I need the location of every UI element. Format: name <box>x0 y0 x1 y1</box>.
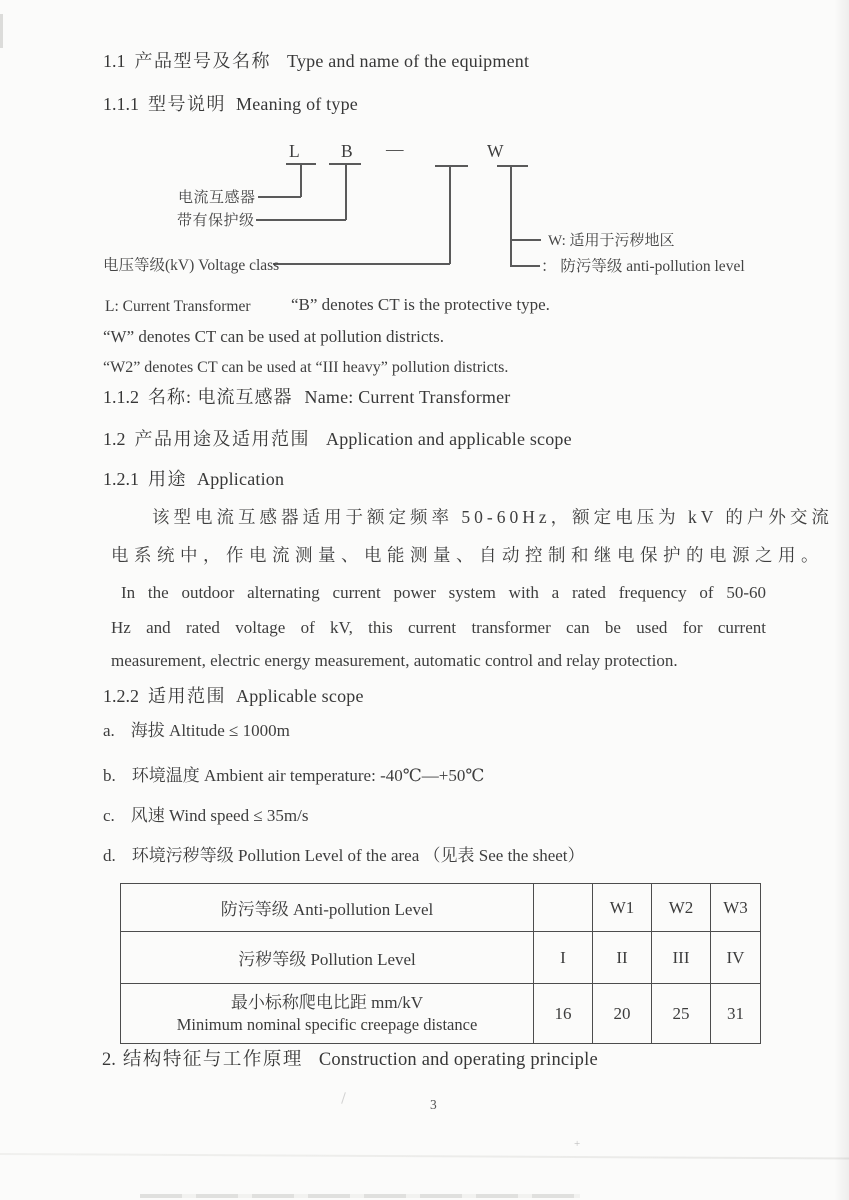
application-en-line1: In the outdoor alternating current power system with a rated frequency of 50-60 <box>121 583 766 602</box>
scope-item-c <box>103 805 308 827</box>
row-label: 污秽等级 Pollution Level <box>121 932 534 984</box>
application-zh-line2: 电系统中，作电流测量、电能测量、自动控制和继电保护的电源之用。 <box>111 545 824 565</box>
item-text: 环境温度 Ambient air temperature: -40℃—+50℃ <box>131 766 485 785</box>
label-anti-pollution: ： 防污等级 anti-pollution level <box>541 258 745 275</box>
heading-number: 1.2 <box>103 429 126 449</box>
heading-english: Applicable scope <box>236 686 364 706</box>
heading-english: Type and name of the equipment <box>287 51 530 71</box>
heading-number: 2. <box>102 1050 116 1070</box>
label-voltage-class: 电压等级(kV) Voltage class <box>103 257 280 274</box>
cell: 16 <box>534 984 593 1044</box>
heading-1-2 <box>103 426 572 452</box>
label-protective-level: 带有保护级 <box>177 213 255 229</box>
item-letter: b. <box>103 766 116 785</box>
cell: II <box>593 932 652 984</box>
heading-number: 1.1 <box>103 51 126 71</box>
scan-smudge-mark <box>341 1092 346 1104</box>
item-letter: a. <box>103 721 115 740</box>
leader-w-vertical <box>510 165 512 267</box>
leader-w-pollution <box>511 239 541 241</box>
heading-number: 1.2.1 <box>103 469 139 489</box>
cell: W2 <box>652 884 711 932</box>
leader-l-vertical <box>300 163 302 197</box>
leader-voltage-class <box>273 263 450 265</box>
row-label <box>121 984 534 1044</box>
cell: W1 <box>593 884 652 932</box>
heading-chinese: 产品用途及适用范围 <box>134 429 310 449</box>
row-label: 防污等级 Anti-pollution Level <box>121 884 534 932</box>
table-row-pollution-level <box>121 932 761 984</box>
cell: 20 <box>593 984 652 1044</box>
note-w2-denotes: “W2” denotes CT can be used at “III heavy” pollution districts. <box>103 359 509 376</box>
diagram-dash: — <box>386 139 404 159</box>
heading-english: Application and applicable scope <box>326 429 572 449</box>
item-text: 风速 Wind speed ≤ 35m/s <box>130 806 309 825</box>
heading-number: 1.2.2 <box>103 686 139 706</box>
scope-item-b <box>103 765 484 787</box>
heading-chinese: 用途 <box>148 469 187 489</box>
scan-bottom-band <box>140 1194 580 1198</box>
leader-b-vertical <box>345 163 347 220</box>
heading-1-1-2 <box>103 384 510 410</box>
note-b-denotes: “B” denotes CT is the protective type. <box>291 295 550 314</box>
page-number: 3 <box>430 1097 437 1112</box>
cell: 25 <box>652 984 711 1044</box>
heading-chinese: 结构特征与工作原理 <box>122 1050 303 1070</box>
application-zh-line1: 该型电流互感器适用于额定频率 50-60Hz，额定电压为 kV 的户外交流 <box>152 507 833 527</box>
leader-protective-level <box>256 219 346 221</box>
heading-english: Meaning of type <box>236 94 358 114</box>
application-en-line2: Hz and rated voltage of kV, this current transformer can be used for current <box>111 618 766 637</box>
scope-item-d <box>103 845 585 867</box>
pollution-level-table <box>120 883 761 1044</box>
cell: I <box>534 932 593 984</box>
scan-plus-mark: + <box>574 1138 581 1150</box>
table-row-anti-pollution <box>121 884 761 932</box>
heading-chinese: 名称: 电流互感器 <box>148 387 293 407</box>
row-label-english: Minimum nominal specific creepage distance <box>176 1014 478 1034</box>
cell: 31 <box>711 984 761 1044</box>
heading-1-2-2 <box>103 683 364 709</box>
cell: III <box>652 932 711 984</box>
heading-2 <box>102 1047 598 1073</box>
scope-item-a <box>103 720 290 742</box>
scan-page-edge-line <box>0 1153 849 1159</box>
underline-w <box>497 165 528 167</box>
note-l-current-transformer: L: Current Transformer <box>105 298 251 315</box>
diagram-letter-b: B <box>341 141 353 161</box>
heading-english: Application <box>197 469 285 489</box>
heading-chinese: 产品型号及名称 <box>134 51 271 71</box>
row-label-chinese: 最小标称爬电比距 mm/kV <box>230 992 424 1012</box>
item-letter: c. <box>103 806 115 825</box>
note-w-denotes: “W” denotes CT can be used at pollution districts. <box>103 327 445 346</box>
heading-1-2-1 <box>103 466 284 492</box>
application-en-line3: measurement, electric energy measurement, automatic control and relay protection. <box>111 651 678 670</box>
label-current-transformer: 电流互感器 <box>178 190 256 206</box>
item-letter: d. <box>103 846 116 865</box>
item-text: 海拔 Altitude ≤ 1000m <box>130 721 290 740</box>
heading-number: 1.1.2 <box>103 387 139 407</box>
diagram-letter-w: W <box>487 141 504 161</box>
underline-voltage-blank <box>435 165 468 167</box>
heading-chinese: 适用范围 <box>148 686 226 706</box>
item-text: 环境污秽等级 Pollution Level of the area （见表 See the sheet） <box>131 846 585 865</box>
leader-current-transformer <box>258 196 301 198</box>
cell: W3 <box>711 884 761 932</box>
leader-voltage-vertical <box>449 165 451 264</box>
label-w-pollution: W: 适用于污秽地区 <box>548 233 675 249</box>
diagram-letter-l: L <box>289 141 300 161</box>
table-row-creepage-distance <box>121 984 761 1044</box>
heading-chinese: 型号说明 <box>148 94 226 114</box>
leader-anti-pollution <box>511 265 540 267</box>
type-designation-diagram <box>0 0 849 290</box>
heading-number: 1.1.1 <box>103 94 139 114</box>
heading-english: Construction and operating principle <box>318 1050 598 1070</box>
cell <box>534 884 593 932</box>
cell: IV <box>711 932 761 984</box>
heading-english: Name: Current Transformer <box>304 387 511 407</box>
